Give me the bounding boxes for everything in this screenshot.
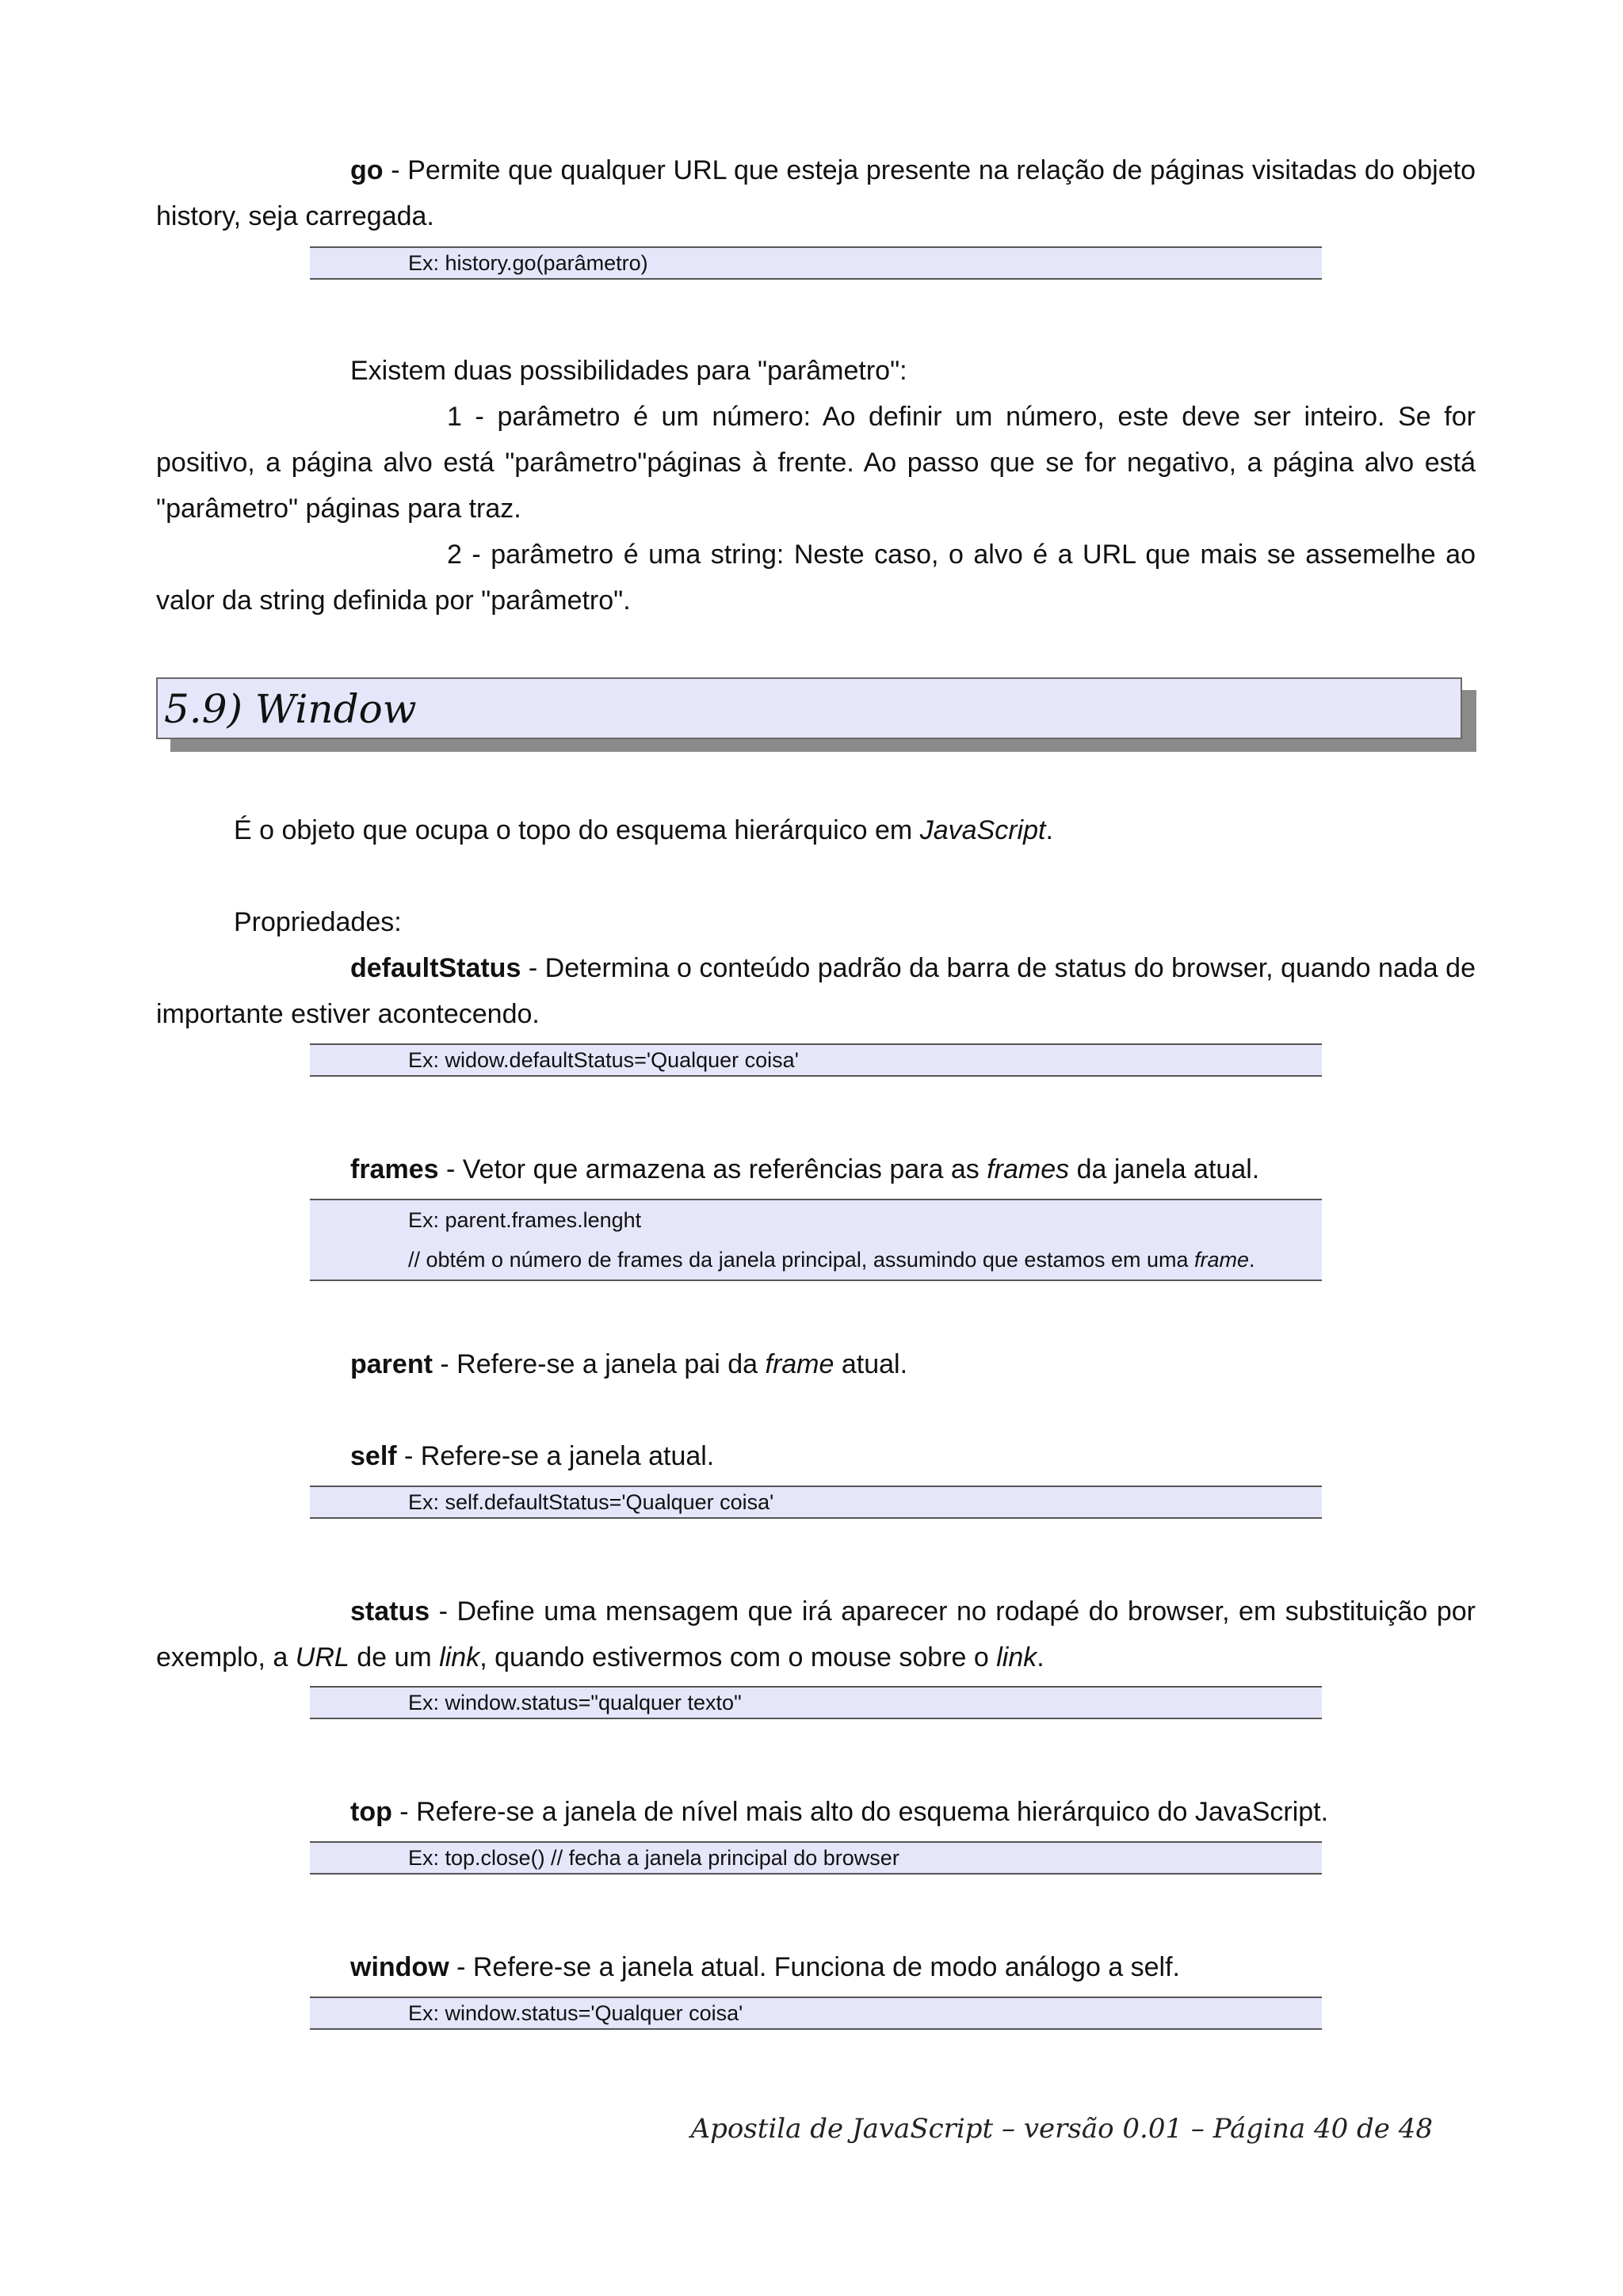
self-term: self <box>350 1441 397 1471</box>
properties-label: Propriedades: <box>234 907 402 937</box>
parent-term: parent <box>350 1349 433 1379</box>
section-heading: 5.9) Window <box>164 686 417 732</box>
status-example-box <box>310 1686 1322 1719</box>
frames-emphasis: frames <box>987 1154 1070 1184</box>
frames-example-emphasis: frame <box>1194 1248 1250 1272</box>
intro-period: . <box>1045 815 1053 845</box>
frames-example-2 <box>310 1240 1322 1280</box>
page-footer: Apostila de JavaScript – versão 0.01 – Página 40 de 48 <box>690 2113 1433 2145</box>
param-option-2: 2 - parâmetro é uma string: Neste caso, o alvo é a URL que mais se assemelhe ao valor da string definida por "parâmetro". <box>156 540 1476 616</box>
frames-example-comment: // obtém o número de frames da janela principal, assumindo que estamos em uma <box>408 1248 1195 1272</box>
go-example: Ex: history.go(parâmetro) <box>408 251 648 275</box>
defaultstatus-term: defaultStatus <box>350 953 521 983</box>
defaultstatus-paragraph <box>156 945 1476 1037</box>
window-example-box <box>310 1997 1322 2030</box>
frames-description: - Vetor que armazena as referências para as <box>438 1154 987 1184</box>
status-description-2: de um <box>349 1642 440 1672</box>
param-option-1: 1 - parâmetro é um número: Ao definir um número, este deve ser inteiro. Se for positivo, a página alvo está "parâmetro"páginas à frente. Ao passo que se for negativo, a página alvo está "parâmetro" páginas para traz. <box>156 402 1476 524</box>
frames-example-1: Ex: parent.frames.lenght <box>408 1208 642 1232</box>
go-description: - Permite que qualquer URL que esteja presente na relação de páginas visitadas do objeto history, seja carregada. <box>156 155 1476 231</box>
window-term: window <box>350 1952 449 1982</box>
frames-paragraph <box>350 1146 1259 1192</box>
window-description: - Refere-se a janela atual. Funciona de modo análogo a self. <box>449 1952 1181 1982</box>
status-description-end: . <box>1037 1642 1044 1672</box>
status-example: Ex: window.status="qualquer texto" <box>408 1691 742 1714</box>
frames-example-period: . <box>1249 1248 1255 1272</box>
window-paragraph <box>350 1944 1180 1990</box>
parent-description: - Refere-se a janela pai da <box>432 1349 766 1379</box>
parent-description-end: atual. <box>834 1349 908 1379</box>
defaultstatus-example: Ex: widow.defaultStatus='Qualquer coisa' <box>408 1048 799 1072</box>
top-term: top <box>350 1797 392 1827</box>
self-example-box <box>310 1486 1322 1519</box>
go-term: go <box>350 155 384 185</box>
self-example: Ex: self.defaultStatus='Qualquer coisa' <box>408 1490 774 1514</box>
top-description: - Refere-se a janela de nível mais alto do esquema hierárquico do JavaScript. <box>391 1797 1329 1827</box>
status-term: status <box>350 1596 430 1627</box>
window-example: Ex: window.status='Qualquer coisa' <box>408 2001 743 2025</box>
parent-emphasis: frame <box>765 1349 834 1379</box>
parent-paragraph <box>350 1341 907 1387</box>
param-intro: Existem duas possibilidades para "parâmetro": <box>350 356 907 386</box>
defaultstatus-description: - Determina o conteúdo padrão da barra de status do browser, quando nada de importante estiver acontecendo. <box>156 953 1476 1029</box>
window-intro <box>234 807 1053 853</box>
section-heading-box <box>156 677 1462 739</box>
status-paragraph <box>156 1589 1476 1680</box>
frames-example-box <box>310 1199 1322 1281</box>
status-emphasis-url: URL <box>295 1642 349 1672</box>
intro-text: É o objeto que ocupa o topo do esquema hierárquico em <box>234 815 920 845</box>
go-paragraph <box>156 147 1476 239</box>
top-paragraph <box>350 1789 1328 1835</box>
defaultstatus-example-box <box>310 1043 1322 1077</box>
frames-term: frames <box>350 1154 439 1184</box>
status-description: - Define uma mensagem que irá aparecer no rodapé do browser, em substituição por exemplo, a <box>156 1596 1476 1672</box>
go-example-box <box>310 246 1322 280</box>
status-description-3: , quando estivermos com o mouse sobre o <box>479 1642 997 1672</box>
self-description: - Refere-se a janela atual. <box>396 1441 715 1471</box>
top-example: Ex: top.close() // fecha a janela principal do browser <box>408 1846 899 1870</box>
status-emphasis-link-2: link <box>996 1642 1037 1672</box>
status-emphasis-link: link <box>439 1642 480 1672</box>
top-example-box <box>310 1841 1322 1875</box>
intro-emphasis: JavaScript <box>919 815 1046 845</box>
frames-description-end: da janela atual. <box>1069 1154 1260 1184</box>
self-paragraph <box>350 1433 714 1479</box>
